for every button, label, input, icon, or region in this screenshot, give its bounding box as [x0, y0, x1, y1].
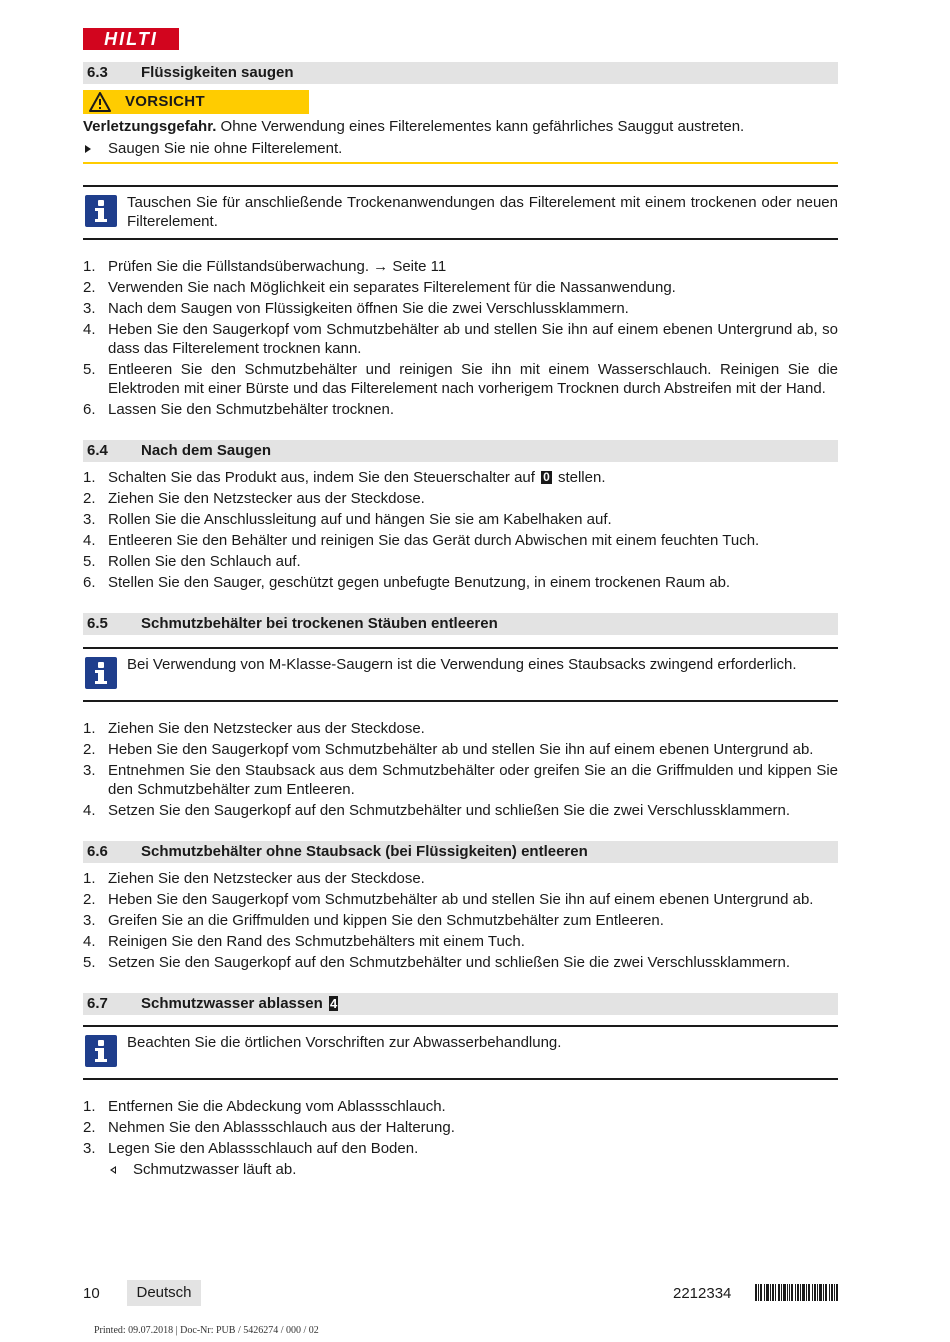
section-heading-6-6	[83, 841, 838, 863]
result-text: Schmutzwasser läuft ab.	[133, 1161, 297, 1178]
result-line	[83, 1160, 838, 1179]
list-item: 4. Reinigen Sie den Rand des Schmutzbehälters mit einem Tuch.	[83, 933, 525, 950]
list-item: 2. Heben Sie den Saugerkopf vom Schmutzbehälter ab und stellen Sie ihn auf einem ebenen Untergrund ab.	[83, 741, 814, 758]
document-content	[83, 62, 838, 1179]
section-heading-6-4	[83, 440, 838, 462]
steps-list-6-7	[83, 1097, 838, 1158]
list-item: 5. Rollen Sie den Schlauch auf.	[83, 553, 301, 570]
list-item: 5. Entleeren Sie den Schmutzbehälter und reinigen Sie ihn mit einem Wasserschlauch. Reinigen Sie die Elektroden mit einer Bürste und das Filterelement nach vorherigem Trocknen durch Abstreifen mit der Hand.	[83, 361, 838, 397]
steps-list-6-3	[83, 257, 838, 419]
warning-action	[83, 139, 838, 158]
bullet-arrow-icon	[85, 145, 91, 153]
list-item: 1. Ziehen Sie den Netzstecker aus der Steckdose.	[83, 720, 425, 737]
switch-off-symbol: 0	[543, 470, 550, 484]
list-item: 1. Schalten Sie das Produkt aus, indem Sie den Steuerschalter auf 0 stellen.	[83, 469, 606, 486]
info-icon	[85, 657, 117, 689]
warning-triangle-icon	[89, 92, 111, 112]
list-item: 3. Greifen Sie an die Griffmulden und kippen Sie den Schmutzbehälter zum Entleeren.	[83, 912, 664, 929]
info-icon	[85, 195, 117, 227]
page-number: 10	[83, 1285, 100, 1302]
list-item: 4. Setzen Sie den Saugerkopf auf den Schmutzbehälter und schließen Sie die zwei Verschlussklammern.	[83, 802, 791, 819]
section-heading-6-7	[83, 993, 838, 1015]
language-label: Deutsch	[127, 1280, 201, 1306]
list-item: 2. Nehmen Sie den Ablassschlauch aus der Halterung.	[83, 1119, 455, 1136]
list-item: 2. Verwenden Sie nach Möglichkeit ein separates Filterelement für die Nassanwendung.	[83, 279, 676, 296]
section-number: 6.3	[87, 64, 108, 81]
info-text: Bei Verwendung von M-Klasse-Saugern ist die Verwendung eines Staubsacks zwingend erforderlich.	[127, 656, 797, 673]
hilti-logo	[83, 28, 179, 50]
info-icon	[85, 1035, 117, 1067]
list-item: 3. Entnehmen Sie den Staubsack aus dem Schmutzbehälter oder greifen Sie an die Griffmulden und kippen Sie den Schmutzbehälter zum Entleeren.	[83, 762, 838, 798]
section-number: 6.7	[87, 995, 108, 1012]
list-item: 3. Legen Sie den Ablassschlauch auf den Boden.	[83, 1140, 419, 1157]
list-item: 4. Heben Sie den Saugerkopf vom Schmutzbehälter ab und stellen Sie ihn auf einem ebenen Untergrund ab, so dass das Filterelement trocknen kann.	[83, 321, 838, 357]
document-number: 2212334	[673, 1285, 732, 1302]
section-heading-6-3	[83, 62, 838, 84]
info-note-6-5	[83, 647, 838, 702]
warning-lead: Verletzungsgefahr.	[83, 118, 217, 135]
list-item: 4. Entleeren Sie den Behälter und reinigen Sie das Gerät durch Abwischen mit einem feuchten Tuch.	[83, 532, 760, 549]
warning-text	[83, 117, 838, 136]
page-footer	[83, 1280, 838, 1306]
info-text: Tauschen Sie für anschließende Trockenanwendungen das Filterelement mit einem trockenen oder neuen Filterelement.	[127, 194, 838, 230]
section-number: 6.6	[87, 843, 108, 860]
section-heading-6-5	[83, 613, 838, 635]
result-arrow-icon	[110, 1166, 116, 1174]
warning-body: Ohne Verwendung eines Filterelementes kann gefährliches Sauggut austreten.	[216, 118, 745, 135]
section-title: Schmutzwasser ablassen 4	[141, 995, 338, 1012]
section-title: Schmutzbehälter bei trockenen Stäuben entleeren	[141, 615, 498, 632]
logo-text: HILTI	[104, 29, 158, 49]
steps-list-6-4	[83, 468, 838, 592]
info-text: Beachten Sie die örtlichen Vorschriften zur Abwasserbehandlung.	[127, 1034, 562, 1051]
barcode-icon	[755, 1284, 838, 1301]
info-note-6-7	[83, 1025, 838, 1080]
section-title: Schmutzbehälter ohne Staubsack (bei Flüssigkeiten) entleeren	[141, 843, 588, 860]
info-note-6-3	[83, 185, 838, 240]
list-item: 1. Prüfen Sie die Füllstandsüberwachung. → Seite 11	[83, 258, 447, 275]
warning-banner	[83, 90, 309, 114]
warning-action-text: Saugen Sie nie ohne Filterelement.	[108, 140, 343, 157]
list-item: 3. Nach dem Saugen von Flüssigkeiten öffnen Sie die zwei Verschlussklammern.	[83, 300, 629, 317]
section-number: 6.4	[87, 442, 108, 459]
list-item: 3. Rollen Sie die Anschlussleitung auf und hängen Sie sie am Kabelhaken auf.	[83, 511, 612, 528]
list-item: 1. Entfernen Sie die Abdeckung vom Ablassschlauch.	[83, 1098, 446, 1115]
list-item: 5. Setzen Sie den Saugerkopf auf den Schmutzbehälter und schließen Sie die zwei Verschlussklammern.	[83, 954, 791, 971]
warning-label: VORSICHT	[125, 93, 205, 110]
steps-list-6-5	[83, 719, 838, 820]
section-title: Nach dem Saugen	[141, 442, 272, 459]
list-item: 2. Ziehen Sie den Netzstecker aus der Steckdose.	[83, 490, 425, 507]
steps-list-6-6	[83, 869, 838, 972]
section-number: 6.5	[87, 615, 108, 632]
list-item: 6. Stellen Sie den Sauger, geschützt gegen unbefugte Benutzung, in einem trockenen Raum ab.	[83, 574, 731, 591]
print-stamp: Printed: 09.07.2018 | Doc-Nr: PUB / 5426274 / 000 / 02	[94, 1325, 319, 1336]
list-item: 6. Lassen Sie den Schmutzbehälter trocknen.	[83, 401, 395, 418]
section-title: Flüssigkeiten saugen	[141, 64, 294, 81]
figure-reference: 4	[329, 996, 338, 1011]
list-item: 1. Ziehen Sie den Netzstecker aus der Steckdose.	[83, 870, 425, 887]
list-item: 2. Heben Sie den Saugerkopf vom Schmutzbehälter ab und stellen Sie ihn auf einem ebenen Untergrund ab.	[83, 891, 814, 908]
